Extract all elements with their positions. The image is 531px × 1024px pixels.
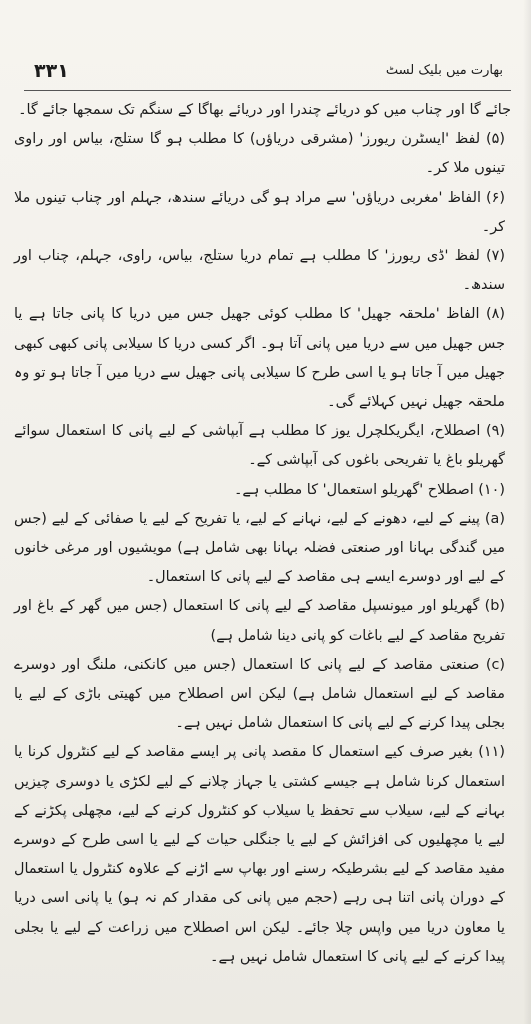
paragraph-clause-10c: (c) صنعتی مقاصد کے لیے پانی کا استعمال (جس میں کانکنی، ملنگ اور دوسرے مقاصد کے لیے استعمال شامل ہے) لیکن اس اصطلاح میں کھیتی باڑی کے لیے یا بجلی پیدا کرنے کے لیے پانی کا استعمال شامل نہیں ہے۔ [14, 656, 505, 732]
running-title: بھارت میں بلیک لسٹ [385, 63, 503, 78]
page-body [14, 96, 511, 972]
paragraph-clause-7: (۷) لفظ 'ڈی ریورز' کا مطلب ہے تمام دریا ستلج، بیاس، راوی، جہلم، چناب اور سندھ۔ [14, 248, 505, 294]
paragraph-clause-9: (۹) اصطلاح، ایگریکلچرل یوز کا مطلب ہے آبپاشی کے لیے پانی کا استعمال سوائے گھریلو باغ یا تفریحی باغوں کی آبپاشی کے۔ [14, 423, 505, 469]
paragraph-clause-11: (۱۱) بغیر صرف کیے استعمال کا مقصد پانی پر ایسے مقاصد کے لیے کنٹرول کرنا یا استعمال کرنا شامل ہے جیسے کشتی یا جہاز چلانے کے لیے لکڑی یا دوسری چیزیں بہانے کے لیے، سیلاب سے تحفظ یا سیلاب کو کنٹرول کرنے کے لیے، مچھلی پکڑنے کے لیے یا مچھلیوں کی افزائش کے لیے یا جنگلی حیات کے لیے یا اسی طرح کے دوسرے مفید مقاصد کے لیے بشرطیکہ رسنے اور بھاپ سے اڑنے کے علاوہ کنٹرول یا استعمال کے دوران پانی اتنا ہی رہے (حجم میں پانی کی مقدار کم نہ ہو) یا پانی اسی دریا یا معاون دریا میں واپس چلا جائے۔ لیکن اس اصطلاح میں زراعت کے لیے یا بجلی پیدا کرنے کے لیے پانی کا استعمال شامل نہیں ہے۔ [14, 744, 505, 965]
paragraph-clause-5: (۵) لفظ 'ایسٹرن ریورز' (مشرقی دریاؤں) کا مطلب ہو گا ستلج، بیاس اور راوی تینوں ملا کر۔ [14, 131, 505, 177]
page-number: ۳۳۱ [34, 60, 69, 82]
paragraph-clause-10: (۱۰) اصطلاح 'گھریلو استعمال' کا مطلب ہے۔ [233, 481, 505, 498]
page-header [24, 60, 511, 86]
page-edge-shadow [523, 0, 531, 1024]
paragraph-clause-10a: (a) پینے کے لیے، دھونے کے لیے، نہانے کے لیے، یا تفریح کے لیے یا صفائی کے لیے (جس میں گندگی بہانا اور صنعتی فضلہ بہانا بھی شامل ہے) مویشیوں اور مرغی خانوں کے لیے اور دوسرے ایسے ہی مقاصد کے لیے پانی کا استعمال۔ [14, 510, 505, 586]
paragraph-continuation: جائے گا اور چناب میں کو دریائے چندرا اور دریائے بھاگا کے سنگم تک سمجھا جائے گا۔ [18, 102, 511, 118]
header-rule [24, 90, 511, 91]
paragraph-clause-6: (۶) الفاظ 'مغربی دریاؤں' سے مراد ہو گی دریائے سندھ، جہلم اور چناب تینوں ملا کر۔ [14, 189, 505, 235]
paragraph-clause-10b: (b) گھریلو اور میونسپل مقاصد کے لیے پانی کا استعمال (جس میں گھر کے باغ اور تفریح مقاصد کے لیے باغات کو پانی دینا شامل ہے) [14, 598, 505, 644]
paragraph-clause-8: (۸) الفاظ 'ملحقہ جھیل' کا مطلب کوئی جھیل جس میں دریا کا پانی جاتا ہے یا جس جھیل میں سے دریا میں پانی آتا ہو۔ اگر کسی دریا کا سیلابی پانی کبھی کبھی جھیل میں آ جاتا ہو یا اسی طرح کا سیلابی پانی جھیل سے دریا میں آ جاتا ہو تو وہ ملحقہ جھیل نہیں کہلائے گی۔ [14, 306, 505, 411]
